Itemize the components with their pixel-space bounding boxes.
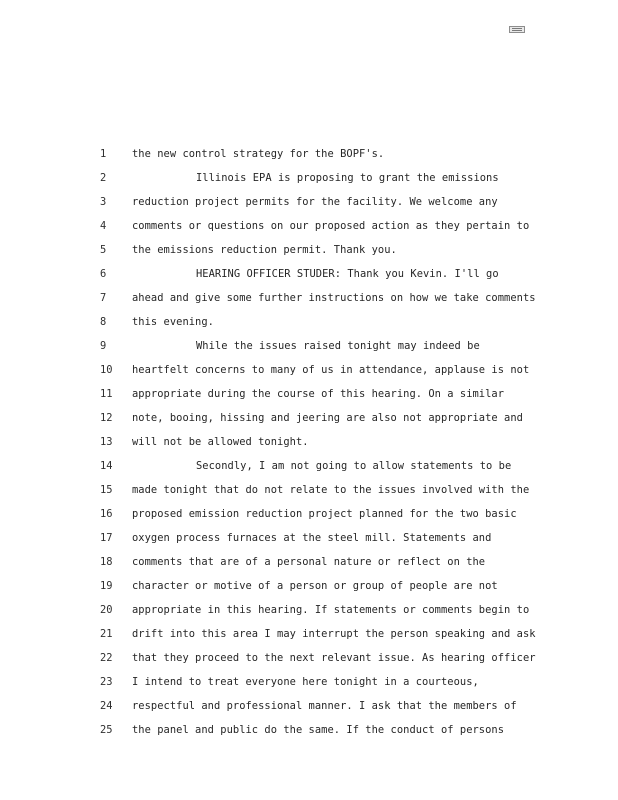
transcript-line-4 [0, 216, 618, 236]
line-number: 12 [100, 412, 113, 424]
line-text: note, booing, hissing and jeering are also not appropriate and [132, 412, 523, 424]
transcript-line-25 [0, 720, 618, 740]
line-number: 10 [100, 364, 113, 376]
line-number: 21 [100, 628, 113, 640]
line-number: 22 [100, 652, 113, 664]
line-number: 1 [100, 148, 107, 160]
transcript-line-21 [0, 624, 618, 644]
transcript-line-23 [0, 672, 618, 692]
line-number: 20 [100, 604, 113, 616]
line-number: 6 [100, 268, 107, 280]
transcript-line-14 [0, 456, 618, 476]
line-text: proposed emission reduction project planned for the two basic [132, 508, 517, 520]
line-number: 17 [100, 532, 113, 544]
line-number: 14 [100, 460, 113, 472]
transcript-line-20 [0, 600, 618, 620]
transcript-line-24 [0, 696, 618, 716]
line-text: ahead and give some further instructions on how we take comments [132, 292, 536, 304]
transcript-line-5 [0, 240, 618, 260]
line-text: that they proceed to the next relevant issue. As hearing officer [132, 652, 536, 664]
line-text: heartfelt concerns to many of us in attendance, applause is not [132, 364, 530, 376]
line-text: respectful and professional manner. I ask that the members of [132, 700, 517, 712]
transcript-line-18 [0, 552, 618, 572]
line-number: 23 [100, 676, 113, 688]
line-text: comments that are of a personal nature or reflect on the [132, 556, 486, 568]
line-text: this evening. [132, 316, 214, 328]
transcript-line-15 [0, 480, 618, 500]
line-text: the new control strategy for the BOPF's. [132, 148, 385, 160]
page-stamp-mark [509, 26, 525, 33]
line-text: appropriate in this hearing. If statements or comments begin to [132, 604, 530, 616]
transcript-line-16 [0, 504, 618, 524]
transcript-line-22 [0, 648, 618, 668]
line-text: Secondly, I am not going to allow statements to be [196, 460, 512, 472]
transcript-line-13 [0, 432, 618, 452]
line-text: reduction project permits for the facility. We welcome any [132, 196, 498, 208]
transcript-line-17 [0, 528, 618, 548]
line-number: 25 [100, 724, 113, 736]
transcript-line-6 [0, 264, 618, 284]
line-text: drift into this area I may interrupt the person speaking and ask [132, 628, 536, 640]
line-text: comments or questions on our proposed action as they pertain to [132, 220, 530, 232]
transcript-line-7 [0, 288, 618, 308]
transcript-line-8 [0, 312, 618, 332]
transcript-line-2 [0, 168, 618, 188]
line-text: While the issues raised tonight may indeed be [196, 340, 480, 352]
line-text: character or motive of a person or group of people are not [132, 580, 498, 592]
line-text: Illinois EPA is proposing to grant the emissions [196, 172, 499, 184]
line-number: 11 [100, 388, 113, 400]
line-number: 7 [100, 292, 107, 304]
line-number: 2 [100, 172, 107, 184]
line-number: 24 [100, 700, 113, 712]
line-number: 18 [100, 556, 113, 568]
transcript-line-12 [0, 408, 618, 428]
line-text: made tonight that do not relate to the issues involved with the [132, 484, 530, 496]
line-number: 15 [100, 484, 113, 496]
line-text: will not be allowed tonight. [132, 436, 309, 448]
line-number: 4 [100, 220, 107, 232]
line-number: 19 [100, 580, 113, 592]
transcript-line-1 [0, 144, 618, 164]
line-text: HEARING OFFICER STUDER: Thank you Kevin. I'll go [196, 268, 499, 280]
line-text: I intend to treat everyone here tonight in a courteous, [132, 676, 479, 688]
line-number: 3 [100, 196, 107, 208]
transcript-line-9 [0, 336, 618, 356]
line-number: 9 [100, 340, 107, 352]
transcript-line-19 [0, 576, 618, 596]
transcript-line-10 [0, 360, 618, 380]
line-number: 5 [100, 244, 107, 256]
line-text: the panel and public do the same. If the conduct of persons [132, 724, 505, 736]
transcript-line-11 [0, 384, 618, 404]
line-text: appropriate during the course of this hearing. On a similar [132, 388, 505, 400]
line-text: the emissions reduction permit. Thank you. [132, 244, 397, 256]
line-number: 16 [100, 508, 113, 520]
line-text: oxygen process furnaces at the steel mill. Statements and [132, 532, 492, 544]
transcript-line-3 [0, 192, 618, 212]
line-number: 13 [100, 436, 113, 448]
line-number: 8 [100, 316, 107, 328]
